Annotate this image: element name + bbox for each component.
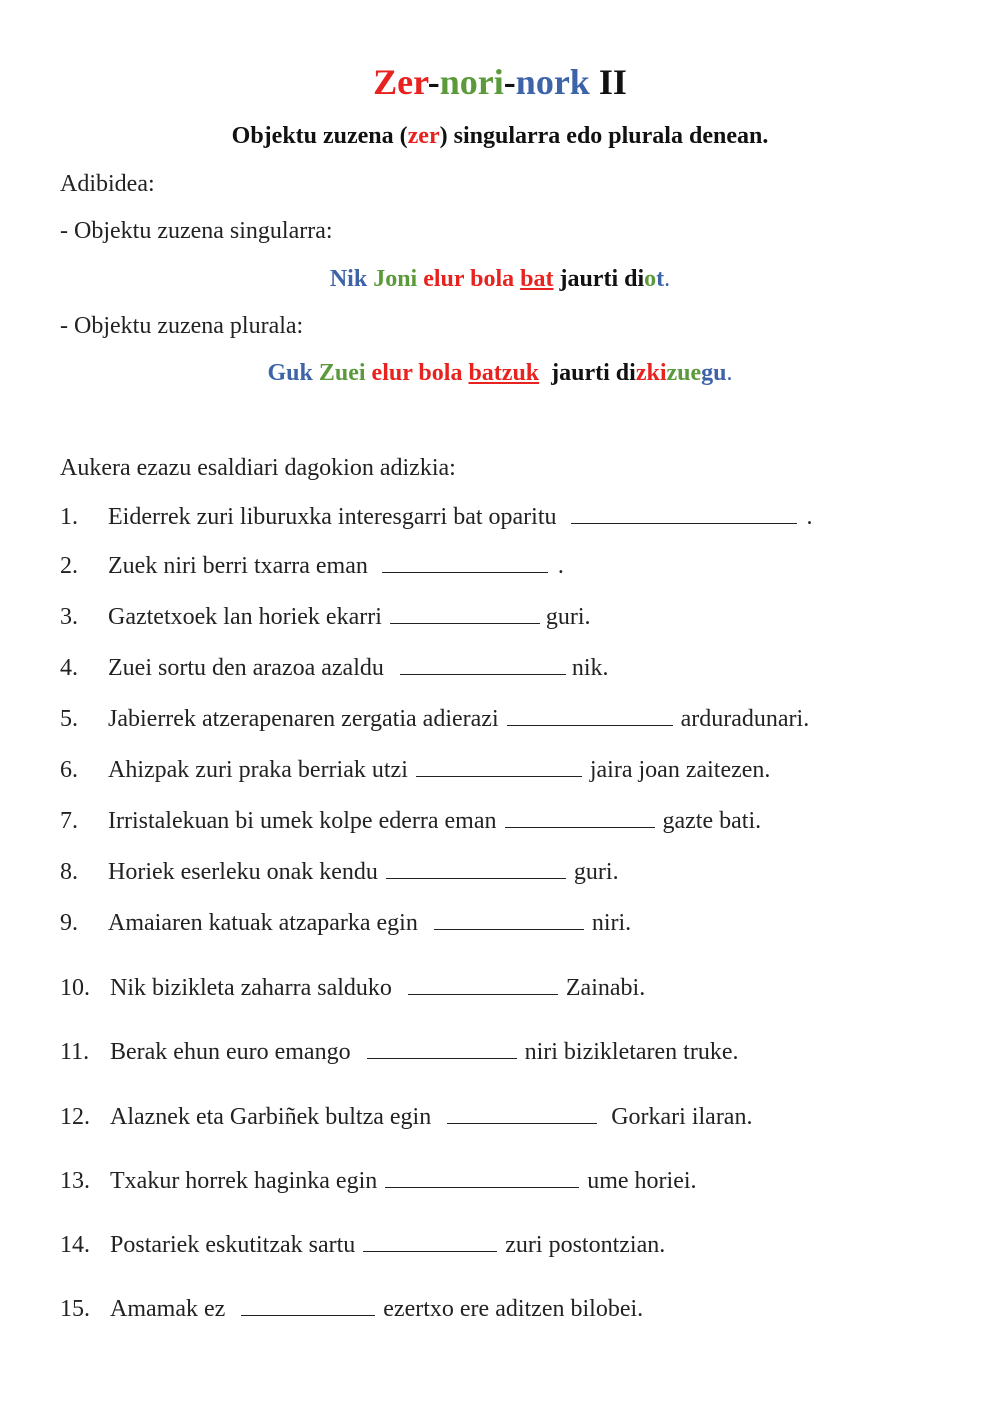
item-text-after: Zainabi.: [565, 975, 646, 1001]
exercise-item: [60, 651, 960, 685]
exercise-item: [60, 1292, 960, 1326]
item-number: 11.: [60, 1039, 90, 1065]
answer-blank[interactable]: [367, 1038, 517, 1059]
item-text-before: Gaztetxoek lan horiek ekarri: [108, 604, 382, 630]
item-number: 1.: [60, 504, 78, 530]
singular-nori: Joni: [373, 266, 418, 292]
item-number: 14.: [60, 1232, 90, 1258]
exercise-item: [60, 500, 960, 534]
item-number: 8.: [60, 859, 78, 885]
item-text-after: guri.: [573, 859, 619, 885]
title-nork: nork: [515, 62, 590, 102]
item-text-before: Alaznek eta Garbiñek bultza egin: [110, 1104, 432, 1130]
answer-blank[interactable]: [382, 552, 548, 573]
exercise-item: [60, 549, 960, 583]
item-text-after: niri.: [591, 910, 632, 936]
plural-aux-b: zki: [635, 360, 667, 386]
exercise-item: [60, 1228, 960, 1262]
plural-nork: Guk: [267, 360, 313, 386]
answer-blank[interactable]: [386, 858, 566, 879]
item-text-before: Zuek niri berri txarra eman: [108, 553, 368, 579]
exercise-item: [60, 971, 960, 1005]
plural-end: .: [726, 360, 733, 386]
plural-aux: [616, 360, 733, 386]
item-text-before: Amaiaren katuak atzaparka egin: [108, 910, 418, 936]
answer-blank[interactable]: [408, 974, 558, 995]
item-number: 15.: [60, 1296, 90, 1322]
answer-blank[interactable]: [434, 909, 584, 930]
item-number: 3.: [60, 604, 78, 630]
exercise-item: [60, 804, 960, 838]
answer-blank[interactable]: [385, 1167, 579, 1188]
exercise-item: [60, 702, 960, 736]
singular-aux: [624, 266, 670, 292]
item-text-before: Eiderrek zuri liburuxka interesgarri bat oparitu: [108, 504, 557, 530]
plural-aux-d: gu: [701, 360, 727, 386]
singular-zer: elur bola: [423, 266, 515, 292]
plural-aux-c: zue: [666, 360, 702, 386]
item-text-before: Amamak ez: [110, 1296, 226, 1322]
plural-example: [0, 356, 1000, 390]
exercise-item: [60, 906, 960, 940]
item-text-after: ezertxo ere aditzen bilobei.: [383, 1296, 644, 1322]
item-text-before: Nik bizikleta zaharra salduko: [110, 975, 392, 1001]
item-text-after: zuri postontzian.: [505, 1232, 666, 1258]
exercise-item: [60, 855, 960, 889]
item-text-after: niri bizikletaren truke.: [524, 1039, 739, 1065]
item-number: 13.: [60, 1168, 90, 1194]
item-text-after: ume horiei.: [587, 1168, 697, 1194]
answer-blank[interactable]: [571, 503, 797, 524]
title-dash-2: -: [503, 62, 516, 102]
singular-quantifier: bat: [520, 266, 554, 292]
item-number: 10.: [60, 975, 90, 1001]
title-nori: nori: [439, 62, 504, 102]
item-number: 2.: [60, 553, 78, 579]
item-text-after: Gorkari ilaran.: [605, 1104, 753, 1130]
page-title: [0, 58, 1000, 106]
singular-aux-c: t: [656, 266, 665, 292]
answer-blank[interactable]: [507, 705, 673, 726]
exercise-item: [60, 1100, 960, 1134]
item-text-after: arduradunari.: [680, 706, 810, 732]
singular-example: [0, 262, 1000, 296]
item-number: 6.: [60, 757, 78, 783]
item-number: 5.: [60, 706, 78, 732]
item-number: 7.: [60, 808, 78, 834]
exercise-instruction: Aukera ezazu esaldiari dagokion adizkia:: [60, 455, 456, 481]
exercise-item: [60, 753, 960, 787]
singular-nork: Nik: [329, 266, 368, 292]
plural-verb: jaurti: [551, 360, 610, 386]
item-number: 9.: [60, 910, 78, 936]
item-text-after: nik.: [571, 655, 609, 681]
subtitle-post: ) singularra edo plurala denean.: [439, 123, 769, 149]
title-roman: II: [589, 62, 627, 102]
singular-verb: jaurti: [559, 266, 619, 292]
answer-blank[interactable]: [505, 807, 655, 828]
answer-blank[interactable]: [400, 654, 566, 675]
item-text-before: Txakur horrek haginka egin: [110, 1168, 378, 1194]
plural-nori: Zuei: [318, 360, 366, 386]
item-text-after: jaira joan zaitezen.: [589, 757, 771, 783]
item-text-after: .: [551, 553, 564, 579]
item-text-before: Zuei sortu den arazoa azaldu: [108, 655, 384, 681]
answer-blank[interactable]: [416, 756, 582, 777]
singular-aux-b: o: [644, 266, 657, 292]
exercise-item: [60, 1035, 960, 1069]
item-text-before: Ahizpak zuri praka berriak utzi: [108, 757, 408, 783]
item-text-after: gazte bati.: [662, 808, 762, 834]
singular-aux-a: di: [624, 266, 645, 292]
plural-quantifier: batzuk: [468, 360, 540, 386]
item-number: 12.: [60, 1104, 90, 1130]
example-label: Adibidea:: [60, 171, 155, 197]
answer-blank[interactable]: [447, 1103, 597, 1124]
subtitle-pre: Objektu zuzena (: [231, 123, 408, 149]
title-zer: Zer: [373, 62, 428, 102]
item-text-before: Jabierrek atzerapenaren zergatia adierazi: [108, 706, 499, 732]
page-subtitle: [0, 118, 1000, 154]
singular-label: - Objektu zuzena singularra:: [60, 218, 333, 244]
exercise-item: [60, 1164, 960, 1198]
item-text-before: Postariek eskutitzak sartu: [110, 1232, 356, 1258]
plural-label: - Objektu zuzena plurala:: [60, 313, 304, 339]
singular-end: .: [664, 266, 671, 292]
answer-blank[interactable]: [363, 1231, 497, 1252]
item-text-before: Horiek eserleku onak kendu: [108, 859, 378, 885]
title-dash-1: -: [427, 62, 440, 102]
item-text-after: .: [800, 504, 813, 530]
answer-blank[interactable]: [390, 603, 540, 624]
item-text-before: Berak ehun euro emango: [110, 1039, 351, 1065]
plural-aux-a: di: [615, 360, 636, 386]
answer-blank[interactable]: [241, 1295, 375, 1316]
plural-zer: elur bola: [371, 360, 463, 386]
subtitle-zer: zer: [407, 123, 440, 149]
exercise-item: [60, 600, 960, 634]
item-text-after: guri.: [545, 604, 591, 630]
item-text-before: Irristalekuan bi umek kolpe ederra eman: [108, 808, 497, 834]
item-number: 4.: [60, 655, 78, 681]
